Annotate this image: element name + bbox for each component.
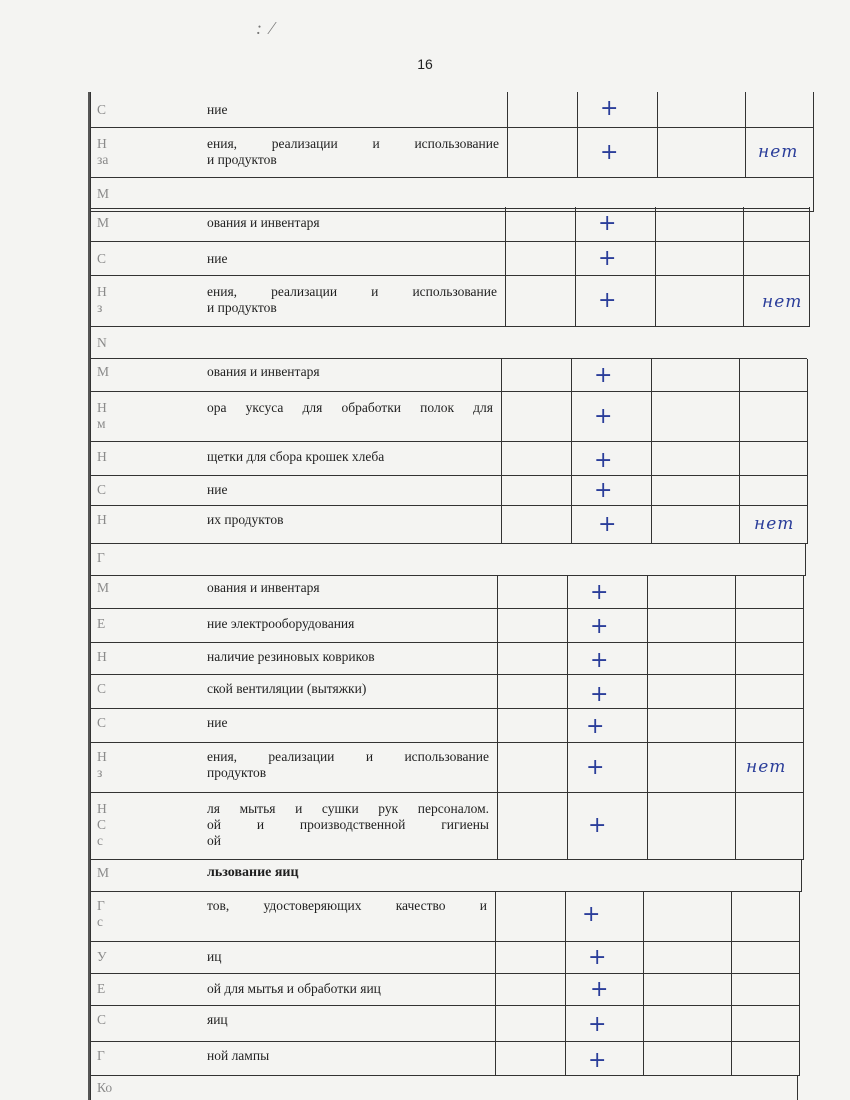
check-mark: + (582, 902, 601, 927)
top-scribble: : ⁄ (256, 18, 276, 38)
table-row: С яиц + (91, 1006, 799, 1042)
page-number: 16 (417, 56, 433, 72)
table-row: Е ой для мытья и обработки яиц + (91, 974, 799, 1006)
handwritten-note: нет (746, 757, 787, 777)
check-mark: + (598, 211, 617, 236)
check-mark: + (594, 404, 613, 429)
table-row: Н щетки для сбора крошек хлеба + (91, 442, 807, 476)
check-mark: + (588, 945, 607, 970)
check-mark: + (598, 512, 617, 537)
table-row: С ние + (91, 709, 803, 743)
section-row: М (91, 178, 813, 212)
check-mark: + (590, 682, 609, 707)
table-block-2 (90, 207, 810, 327)
table-row: Н наличие резиновых ковриков + (91, 643, 803, 675)
handwritten-note: нет (754, 514, 795, 534)
table-block-3 (90, 359, 808, 544)
table-row: У иц + (91, 942, 799, 974)
table-row: Г с тов, удостоверяющих качество и + (91, 892, 799, 942)
handwritten-note: нет (762, 292, 803, 312)
section-heading: льзование яиц (207, 865, 299, 880)
table-row: С ние + (91, 242, 809, 276)
check-mark: + (588, 1048, 607, 1073)
row-text: ние (207, 102, 228, 117)
check-mark: + (598, 288, 617, 313)
table-row: С ской вентиляции (вытяжки) + (91, 675, 803, 709)
check-mark: + (594, 478, 613, 503)
check-mark: + (586, 755, 605, 780)
check-mark: + (600, 140, 619, 165)
table-block-4 (90, 576, 804, 860)
table-row: М ования и инвентаря + (91, 207, 809, 242)
check-mark: + (594, 363, 613, 388)
check-mark: + (590, 614, 609, 639)
check-mark: + (588, 1012, 607, 1037)
table-row: М ования и инвентаря + (91, 576, 803, 609)
handwritten-note: нет (758, 142, 799, 162)
table-row: Н за ения, реализации и использование и продуктов + нет (91, 128, 813, 178)
check-mark: + (588, 813, 607, 838)
check-mark: + (590, 580, 609, 605)
section-row-block: Г (90, 544, 806, 576)
check-mark: + (590, 977, 609, 1002)
table-row: Е ние электрооборудования + (91, 609, 803, 643)
table-row: Г ной лампы + (91, 1042, 799, 1076)
section-row-block: Ко (90, 1076, 798, 1100)
check-mark: + (590, 648, 609, 673)
check-mark: + (598, 246, 617, 271)
check-mark: + (594, 448, 613, 473)
section-row-block: М льзование яиц (90, 860, 802, 892)
table-row: Н С с ля мытья и сушки рук персоналом. ой и производственной гигиены ой + (91, 793, 803, 860)
table-row: Н их продуктов + нет (91, 506, 807, 544)
table-row: Н з ения, реализации и использование и продуктов + нет (91, 276, 809, 327)
section-row-block: N (90, 327, 809, 360)
table-block-1 (90, 92, 814, 212)
table-row: Н м ора уксуса для обработки полок для + (91, 392, 807, 442)
check-mark: + (600, 96, 619, 121)
table-row: Н з ения, реализации и использование продуктов + нет (91, 743, 803, 793)
table-row: М ования и инвентаря + (91, 359, 807, 392)
table-row: С ние + (91, 92, 813, 128)
table-block-5 (90, 892, 800, 1076)
table-row: С ние + (91, 476, 807, 506)
check-mark: + (586, 714, 605, 739)
